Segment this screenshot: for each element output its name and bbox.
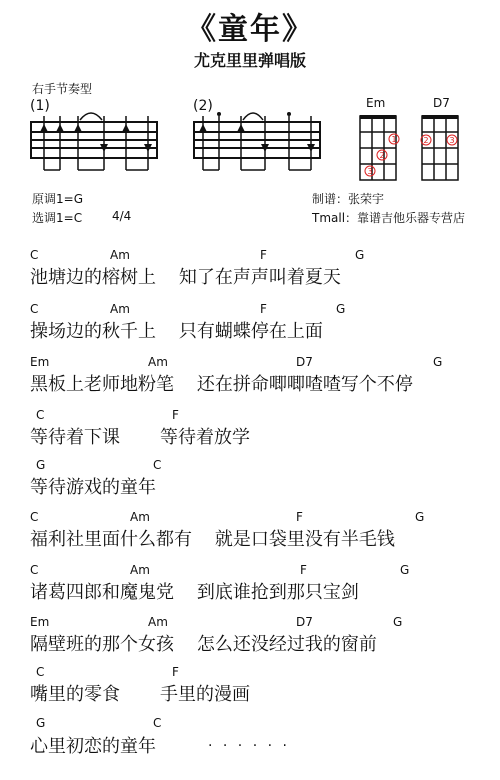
chord: G [336, 302, 346, 316]
chord: Am [148, 355, 168, 369]
chord: C [36, 665, 45, 679]
rhythm-pattern-2 [193, 112, 323, 182]
tmall-store: Tmall：靠谱吉他乐器专营店 [312, 211, 466, 225]
lyric-line: 隔壁班的那个女孩 怎么还没经过我的窗前 [30, 634, 377, 655]
arranger: 制谱：张荣宇 [312, 192, 385, 206]
chord: F [172, 665, 179, 679]
chord: G [433, 355, 443, 369]
chord: C [153, 458, 162, 472]
chord: C [30, 248, 39, 262]
chord: Em [30, 355, 50, 369]
d7-finger-2: 2 [423, 136, 429, 145]
chord: G [400, 563, 410, 577]
chord-diagram-em [358, 114, 406, 184]
original-key: 原调1=G [32, 192, 83, 206]
chord-diagram-em-name: Em [366, 96, 386, 110]
chord: C [30, 510, 39, 524]
chord: Em [30, 615, 50, 629]
chord: G [36, 458, 46, 472]
chord: Am [110, 302, 130, 316]
chord: C [36, 408, 45, 422]
chord: D7 [296, 355, 313, 369]
lyric-line: 心里初恋的童年 [30, 736, 156, 757]
chord: Am [130, 563, 150, 577]
chord: F [296, 510, 303, 524]
chord: C [30, 563, 39, 577]
lyric-line: 等待游戏的童年 [30, 477, 156, 498]
chord-diagram-d7 [420, 114, 468, 184]
em-finger-2: 2 [379, 151, 385, 160]
chord: D7 [296, 615, 313, 629]
em-finger-1: 1 [391, 135, 397, 144]
lyric-line: 嘴里的零食 手里的漫画 [30, 684, 251, 705]
d7-finger-3: 3 [449, 136, 455, 145]
time-signature: 4/4 [112, 209, 132, 223]
chord: F [300, 563, 307, 577]
em-finger-3: 3 [367, 167, 373, 176]
chord: F [172, 408, 179, 422]
ending-dots: · · · · · · [208, 738, 290, 754]
chord: G [355, 248, 365, 262]
song-subtitle: 尤克里里弹唱版 [193, 51, 306, 70]
lyric-line: 诸葛四郎和魔鬼党 到底谁抢到那只宝剑 [30, 582, 359, 603]
chord: G [415, 510, 425, 524]
lyric-line: 黑板上老师地粉笔 还在拼命唧唧喳喳写个不停 [30, 374, 413, 395]
chord: F [260, 248, 267, 262]
chord: G [393, 615, 403, 629]
chord: G [36, 716, 46, 730]
rhythm-pattern-2-label: (2) [193, 98, 213, 114]
chord: F [260, 302, 267, 316]
lyric-line: 操场边的秋千上 只有蝴蝶停在上面 [30, 321, 323, 342]
chord: C [153, 716, 162, 730]
lyric-line: 等待着下课 等待着放学 [30, 427, 251, 448]
lyric-line: 福利社里面什么都有 就是口袋里没有半毛钱 [30, 529, 395, 550]
chord-diagram-d7-name: D7 [433, 96, 450, 110]
song-title: 《童年》 [186, 12, 314, 47]
chosen-key: 选调1=C [32, 211, 83, 225]
chord: C [30, 302, 39, 316]
rhythm-pattern-1 [30, 112, 160, 182]
chord: Am [148, 615, 168, 629]
rhythm-label: 右手节奏型 [32, 82, 93, 96]
lyric-line: 池塘边的榕树上 知了在声声叫着夏天 [30, 267, 341, 288]
chord: Am [110, 248, 130, 262]
rhythm-pattern-1-label: (1) [30, 98, 50, 114]
chord: Am [130, 510, 150, 524]
